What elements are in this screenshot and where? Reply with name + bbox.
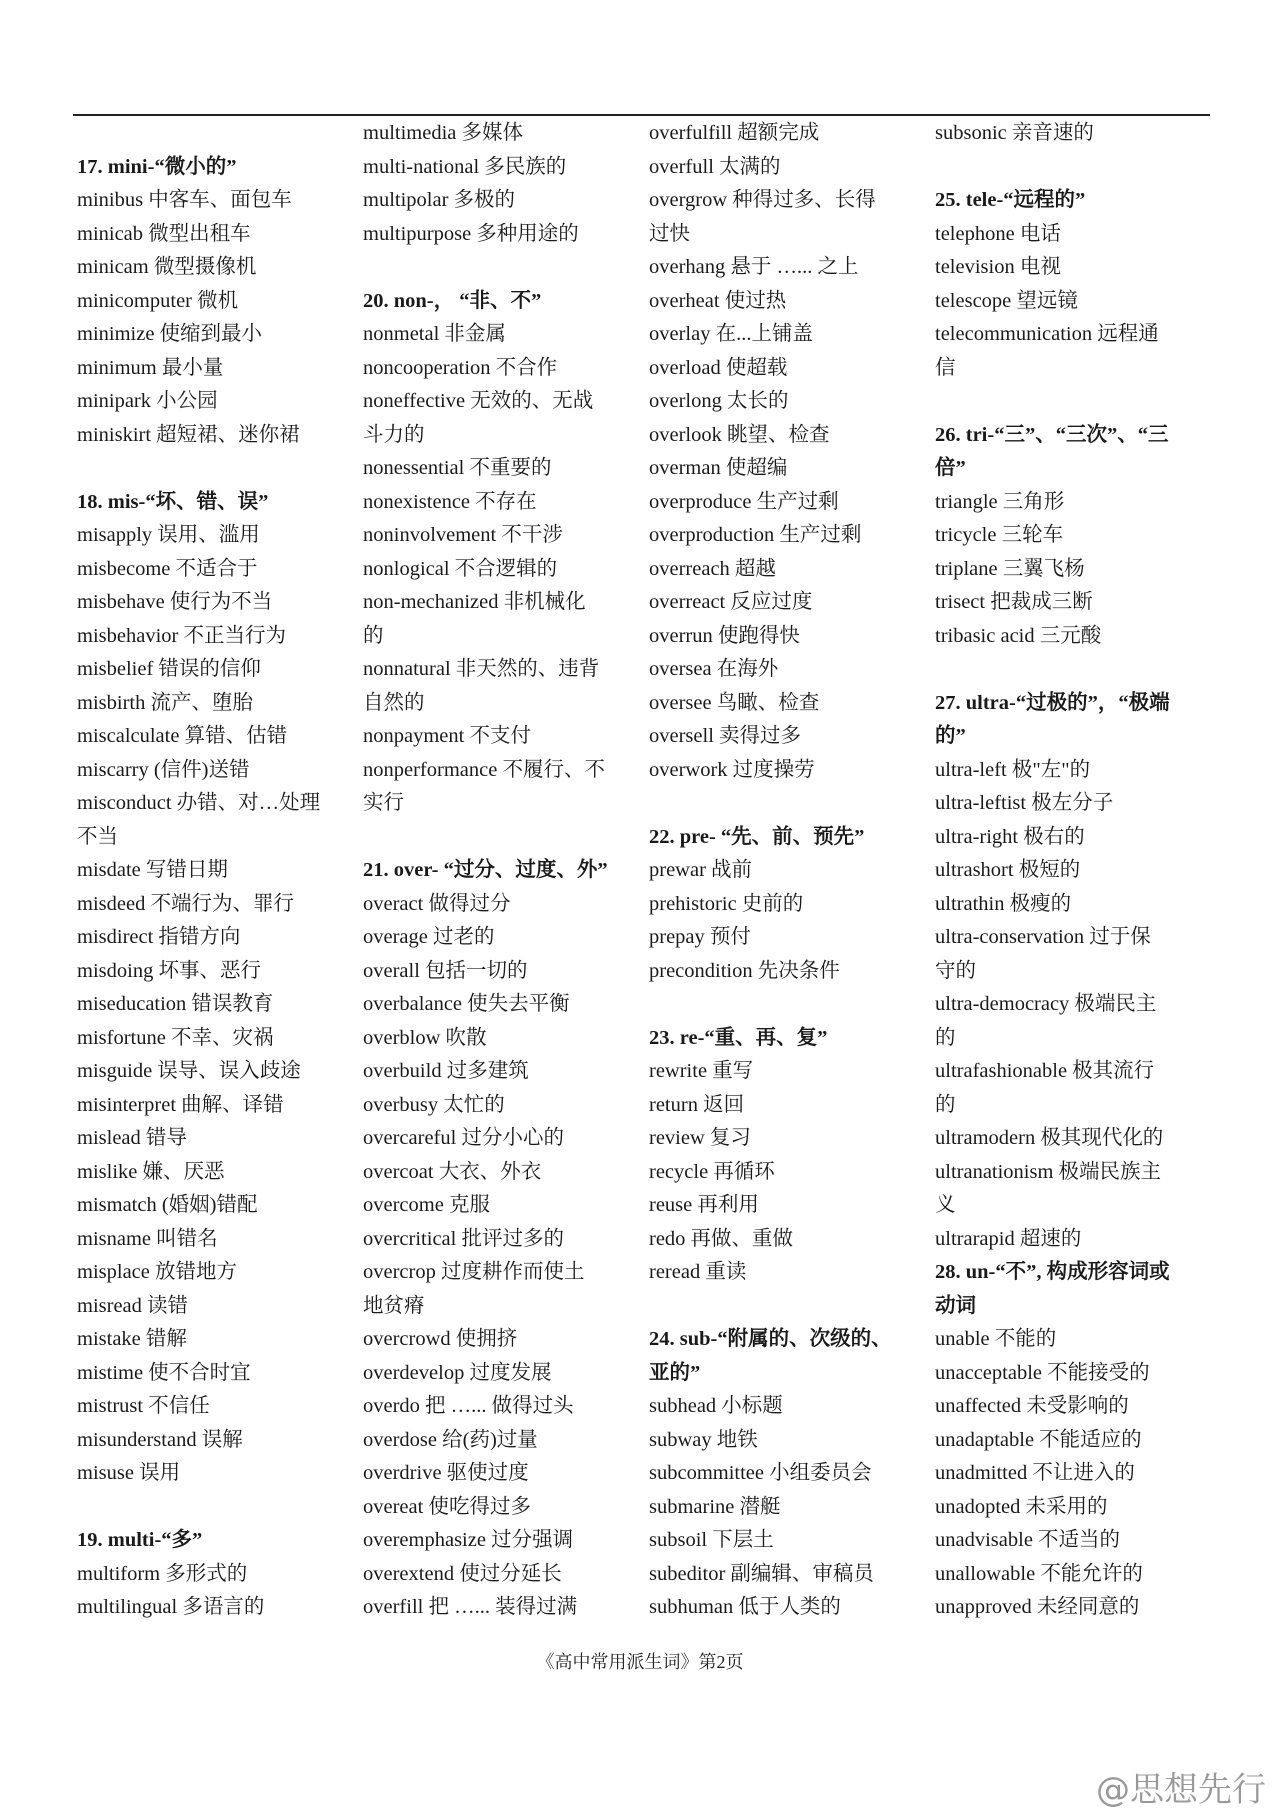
watermark: @思想先行 <box>1096 1770 1266 1810</box>
word-entry: ultra-leftist 极左分子 <box>935 792 1114 814</box>
word-entry: overproduction 生产过剩 <box>649 524 862 546</box>
section-heading: 动词 <box>935 1294 976 1317</box>
word-entry: oversee 鸟瞰、检查 <box>649 691 820 714</box>
blank-line <box>363 821 639 855</box>
word-entry: overdose 给(药)过量 <box>363 1428 538 1451</box>
section-heading: 26. tri-“三”、“三次”、“三 <box>935 423 1169 446</box>
word-entry: 自然的 <box>363 691 425 714</box>
word-entry: prehistoric 史前的 <box>649 892 804 915</box>
word-entry: overreact 反应过度 <box>649 591 813 613</box>
blank-line <box>935 151 1211 185</box>
word-entry: subsoil 下层土 <box>649 1529 774 1551</box>
section-heading: 27. ultra-“过极的”，“极端 <box>935 691 1170 714</box>
word-entry: submarine 潜艇 <box>649 1495 781 1518</box>
word-entry: subcommittee 小组委员会 <box>649 1462 872 1484</box>
word-entry: overwork 过度操劳 <box>649 758 815 781</box>
blank-line <box>649 1290 925 1324</box>
word-entry: ultra-right 极右的 <box>935 825 1085 848</box>
word-entry: overfulfill 超额完成 <box>649 122 820 144</box>
word-entry: minimum 最小量 <box>77 356 224 379</box>
word-entry: misplace 放错地方 <box>77 1261 237 1283</box>
column-4 <box>935 117 1211 1625</box>
word-entry: 的 <box>935 1026 956 1049</box>
word-entry: telescope 望远镜 <box>935 289 1078 312</box>
word-entry: recycle 再循环 <box>649 1160 775 1183</box>
word-entry: tribasic acid 三元酸 <box>935 624 1102 647</box>
word-entry: misdoing 坏事、恶行 <box>77 959 261 982</box>
word-entry: minipark 小公园 <box>77 390 218 412</box>
word-entry: multi-national 多民族的 <box>363 155 567 178</box>
word-entry: misinterpret 曲解、译错 <box>77 1093 284 1116</box>
word-entry: ultrafashionable 极其流行 <box>935 1060 1155 1082</box>
blank-line <box>77 117 353 151</box>
column-3 <box>649 117 925 1625</box>
word-entry: misunderstand 误解 <box>77 1428 243 1451</box>
word-entry: overall 包括一切的 <box>363 959 528 982</box>
section-heading: 24. sub-“附属的、次级的、 <box>649 1328 892 1350</box>
word-entry: ultramodern 极其现代化的 <box>935 1127 1164 1149</box>
word-entry: 地贫瘠 <box>363 1294 425 1317</box>
word-entry: overlay 在...上铺盖 <box>649 323 813 345</box>
word-entry: misread 读错 <box>77 1294 189 1317</box>
word-entry: overcareful 过分小心的 <box>363 1127 564 1149</box>
word-entry: subhuman 低于人类的 <box>649 1596 841 1618</box>
word-entry: overact 做得过分 <box>363 892 511 915</box>
word-entry: subeditor 副编辑、审稿员 <box>649 1562 874 1585</box>
word-entry: misbelief 错误的信仰 <box>77 658 261 680</box>
word-entry: 不当 <box>77 825 118 848</box>
word-entry: unaffected 未受影响的 <box>935 1395 1129 1417</box>
top-rule <box>73 114 1210 116</box>
word-entry: ultrathin 极瘦的 <box>935 892 1072 915</box>
word-entry: unadaptable 不能适应的 <box>935 1428 1142 1451</box>
word-entry: television 电视 <box>935 256 1061 278</box>
word-entry: overcrop 过度耕作而使土 <box>363 1261 585 1283</box>
section-heading: 25. tele-“远程的” <box>935 189 1086 211</box>
word-entry: misapply 误用、滥用 <box>77 524 260 546</box>
word-entry: miscalculate 算错、估错 <box>77 725 288 747</box>
word-entry: mismatch (婚姻)错配 <box>77 1194 258 1216</box>
word-entry: mislead 错导 <box>77 1127 187 1149</box>
word-entry: telecommunication 远程通 <box>935 323 1159 345</box>
word-entry: overfull 太满的 <box>649 155 781 178</box>
word-entry: multiform 多形式的 <box>77 1562 248 1585</box>
word-entry: overextend 使过分延长 <box>363 1562 562 1585</box>
section-heading: 倍” <box>935 457 966 479</box>
word-entry: overlong 太长的 <box>649 390 789 412</box>
word-entry: misconduct 办错、对…处理 <box>77 792 321 814</box>
word-entry: minimize 使缩到最小 <box>77 323 263 345</box>
word-entry: reuse 再利用 <box>649 1194 759 1216</box>
word-entry: miseducation 错误教育 <box>77 993 274 1015</box>
word-entry: triplane 三翼飞杨 <box>935 557 1085 580</box>
word-entry: overemphasize 过分强调 <box>363 1529 574 1551</box>
word-entry: precondition 先决条件 <box>649 959 840 982</box>
word-entry: misbehavior 不正当行为 <box>77 624 286 647</box>
word-entry: 的 <box>363 624 384 647</box>
word-entry: misbirth 流产、堕胎 <box>77 691 253 714</box>
word-entry: ultra-democracy 极端民主 <box>935 993 1157 1015</box>
word-entry: mistrust 不信任 <box>77 1395 210 1417</box>
blank-line <box>935 653 1211 687</box>
word-entry: 守的 <box>935 959 976 982</box>
word-entry: nonnatural 非天然的、违背 <box>363 658 600 680</box>
column-1 <box>77 117 353 1625</box>
word-entry: overcrowd 使拥挤 <box>363 1328 518 1350</box>
word-entry: multimedia 多媒体 <box>363 122 523 144</box>
word-entry: redo 再做、重做 <box>649 1227 794 1250</box>
word-entry: overblow 吹散 <box>363 1026 487 1049</box>
section-heading: 22. pre- “先、前、预先” <box>649 825 865 848</box>
word-entry: overdrive 驱使过度 <box>363 1462 529 1484</box>
word-entry: unadmitted 不让进入的 <box>935 1462 1135 1484</box>
word-entry: noneffective 无效的、无战 <box>363 390 594 412</box>
word-entry: tricycle 三轮车 <box>935 524 1064 546</box>
word-entry: unadopted 未采用的 <box>935 1495 1108 1518</box>
word-entry: noncooperation 不合作 <box>363 356 558 379</box>
word-entry: overload 使超载 <box>649 356 788 379</box>
word-entry: nonlogical 不合逻辑的 <box>363 557 558 580</box>
word-entry: nonperformance 不履行、不 <box>363 758 605 781</box>
word-entry: misbehave 使行为不当 <box>77 591 273 613</box>
word-entry: overbalance 使失去平衡 <box>363 993 570 1015</box>
word-entry: overcritical 批评过多的 <box>363 1227 564 1250</box>
section-heading: 18. mis-“坏、错、误” <box>77 490 269 513</box>
word-entry: nonexistence 不存在 <box>363 490 537 513</box>
word-entry: 的 <box>935 1093 956 1116</box>
section-heading: 19. multi-“多” <box>77 1529 203 1551</box>
word-entry: minibus 中客车、面包车 <box>77 189 292 211</box>
word-entry: misguide 误导、误入歧途 <box>77 1060 301 1082</box>
word-entry: overbuild 过多建筑 <box>363 1060 529 1082</box>
word-entry: minicam 微型摄像机 <box>77 256 257 278</box>
blank-line <box>77 452 353 486</box>
word-entry: minicomputer 微机 <box>77 289 239 312</box>
word-entry: ultra-left 极"左"的 <box>935 758 1091 781</box>
section-heading: 21. over- “过分、过度、外” <box>363 859 608 881</box>
section-heading: 23. re-“重、再、复” <box>649 1026 828 1049</box>
word-entry: misdeed 不端行为、罪行 <box>77 892 294 915</box>
word-entry: ultranationism 极端民族主 <box>935 1160 1162 1183</box>
word-entry: mistime 使不合时宜 <box>77 1361 251 1384</box>
word-entry: subhead 小标题 <box>649 1395 783 1417</box>
word-entry: telephone 电话 <box>935 222 1061 245</box>
word-entry: misname 叫错名 <box>77 1227 218 1250</box>
word-entry: return 返回 <box>649 1093 745 1116</box>
word-entry: 过快 <box>649 222 690 245</box>
section-heading: 17. mini-“微小的” <box>77 155 237 178</box>
word-entry: review 复习 <box>649 1127 751 1149</box>
word-entry: nonessential 不重要的 <box>363 457 552 479</box>
word-entry: overage 过老的 <box>363 926 495 948</box>
word-entry: minicab 微型出租车 <box>77 222 251 245</box>
section-heading: 的” <box>935 725 966 747</box>
word-entry: overdevelop 过度发展 <box>363 1361 552 1384</box>
blank-line <box>77 1491 353 1525</box>
word-entry: nonmetal 非金属 <box>363 323 506 345</box>
word-entry: overcoat 大衣、外衣 <box>363 1160 542 1183</box>
word-entry: mistake 错解 <box>77 1328 187 1350</box>
word-entry: triangle 三角形 <box>935 490 1065 513</box>
word-entry: 义 <box>935 1194 956 1216</box>
word-entry: overdo 把 …... 做得过头 <box>363 1395 574 1417</box>
word-entry: multipolar 多极的 <box>363 189 516 211</box>
word-entry: rewrite 重写 <box>649 1060 754 1082</box>
section-heading: 28. un-“不”, 构成形容词或 <box>935 1261 1170 1283</box>
blank-line <box>649 988 925 1022</box>
word-entry: multilingual 多语言的 <box>77 1596 265 1618</box>
word-entry: ultrarapid 超速的 <box>935 1227 1082 1250</box>
word-entry: unacceptable 不能接受的 <box>935 1361 1150 1384</box>
word-entry: misuse 误用 <box>77 1462 181 1484</box>
word-entry: overman 使超编 <box>649 457 788 479</box>
word-entry: overrun 使跑得快 <box>649 624 800 647</box>
word-entry: unable 不能的 <box>935 1328 1057 1350</box>
word-entry: miniskirt 超短裙、迷你裙 <box>77 423 300 446</box>
word-entry: trisect 把裁成三断 <box>935 591 1093 613</box>
word-entry: 信 <box>935 356 956 379</box>
word-entry: overfill 把 …... 装得过满 <box>363 1596 578 1618</box>
word-entry: noninvolvement 不干涉 <box>363 524 563 546</box>
word-entry: overeat 使吃得过多 <box>363 1495 531 1518</box>
word-entry: oversea 在海外 <box>649 658 779 680</box>
word-entry: overbusy 太忙的 <box>363 1093 505 1116</box>
word-entry: ultra-conservation 过于保 <box>935 926 1151 948</box>
word-entry: prepay 预付 <box>649 926 751 948</box>
word-entry: oversell 卖得过多 <box>649 725 802 747</box>
word-entry: unapproved 未经同意的 <box>935 1596 1140 1618</box>
word-entry: misdate 写错日期 <box>77 859 228 881</box>
word-entry: nonpayment 不支付 <box>363 725 531 747</box>
word-entry: non-mechanized 非机械化 <box>363 591 586 613</box>
word-entry: reread 重读 <box>649 1261 747 1283</box>
word-entry: multipurpose 多种用途的 <box>363 222 579 245</box>
blank-line <box>935 385 1211 419</box>
word-entry: ultrashort 极短的 <box>935 859 1081 881</box>
section-heading: 亚的” <box>649 1361 701 1384</box>
word-entry: overreach 超越 <box>649 557 776 580</box>
column-2 <box>363 117 639 1625</box>
word-entry: overcome 克服 <box>363 1194 490 1216</box>
section-heading: 20. non-， “非、不” <box>363 289 542 312</box>
word-entry: subsonic 亲音速的 <box>935 122 1094 144</box>
word-entry: overgrow 种得过多、长得 <box>649 189 876 211</box>
word-entry: miscarry (信件)送错 <box>77 758 250 781</box>
word-entry: overhang 悬于 …... 之上 <box>649 256 859 278</box>
word-entry: misbecome 不适合于 <box>77 557 258 580</box>
word-entry: 实行 <box>363 792 404 814</box>
word-entry: 斗力的 <box>363 423 425 446</box>
word-entry: prewar 战前 <box>649 859 753 881</box>
word-entry: overheat 使过热 <box>649 289 787 312</box>
word-entry: overproduce 生产过剩 <box>649 490 839 513</box>
blank-line <box>649 787 925 821</box>
word-entry: misdirect 指错方向 <box>77 926 241 948</box>
word-entry: subway 地铁 <box>649 1428 758 1451</box>
word-entry: misfortune 不幸、灾祸 <box>77 1026 274 1049</box>
word-entry: mislike 嫌、厌恶 <box>77 1160 225 1183</box>
page-footer: 《高中常用派生词》第2页 <box>536 1652 744 1672</box>
blank-line <box>363 251 639 285</box>
word-entry: unadvisable 不适当的 <box>935 1529 1121 1551</box>
word-entry: overlook 眺望、检查 <box>649 423 830 446</box>
word-entry: unallowable 不能允许的 <box>935 1562 1143 1585</box>
